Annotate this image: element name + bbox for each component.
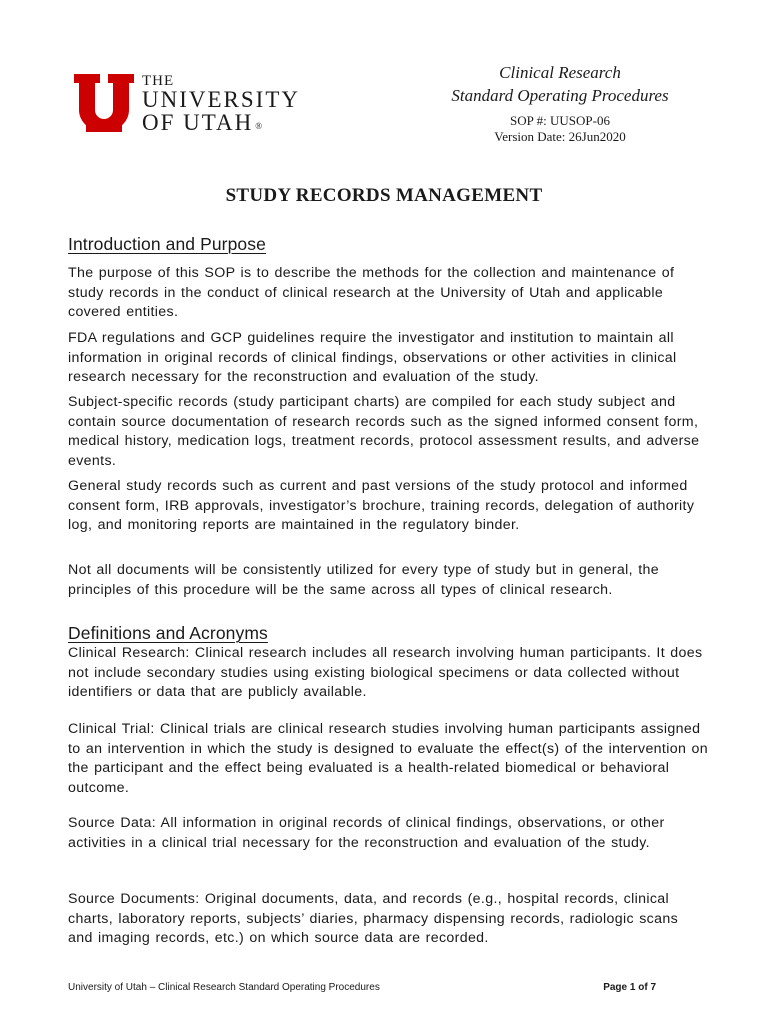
definition-paragraph: Clinical Trial: Clinical trials are clinical research studies involving human participants assigned to an intervention in which the study is designed to evaluate the effect(s) of the intervention on the participant and the effect being evaluated is a health-related biomedical or behavioral outcome.: [68, 721, 708, 796]
intro-paragraph: General study records such as current and past versions of the study protocol and informed consent form, IRB approvals, investigator’s brochure, training records, delegation of authority log, and monitoring reports are maintained in the regulatory binder.: [68, 478, 695, 533]
intro-paragraph: Subject-specific records (study participant charts) are compiled for each study subject and contain source documentation of research records such as the signed informed consent form, medical history, medication logs, treatment records, protocol assessment results, and adverse events.: [68, 394, 700, 469]
definition-paragraph: Source Data: All information in original records of clinical findings, observations, or other activities in a clinical trial necessary for the reconstruction and evaluation of the study.: [68, 815, 665, 851]
section-heading-definitions: Definitions and Acronyms: [68, 623, 268, 643]
footer-text: University of Utah – Clinical Research Standard Operating Procedures: [68, 982, 380, 993]
section-heading-introduction: Introduction and Purpose: [68, 234, 266, 254]
header-title-line1: Clinical Research: [499, 63, 621, 82]
definition-paragraph: Source Documents: Original documents, data, and records (e.g., hospital records, clinical charts, laboratory reports, subjects’ diaries, pharmacy dispensing records, radiologic scans and imaging records, etc.) on which source data are recorded.: [68, 891, 679, 946]
document-header: [420, 61, 700, 145]
definition-paragraph: Clinical Research: Clinical research includes all research involving human participants. It does not include secondary studies using existing biological specimens or data collected without identifiers or data that are publicly available.: [68, 645, 703, 700]
block-u-logo-icon: [74, 74, 134, 132]
version-date: Version Date: 26Jun2020: [494, 129, 626, 144]
intro-paragraph: The purpose of this SOP is to describe the methods for the collection and maintenance of study records in the conduct of clinical research at the University of Utah and applicable covered entities.: [68, 265, 675, 320]
logo-of-utah: OF UTAH ®: [142, 110, 265, 135]
university-logo: [74, 74, 304, 136]
document-title: STUDY RECORDS MANAGEMENT: [225, 185, 543, 206]
intro-paragraph: Not all documents will be consistently utilized for every type of study but in general, the principles of this procedure will be the same across all types of clinical research.: [68, 562, 659, 598]
sop-number: SOP #: UUSOP-06: [510, 113, 610, 128]
header-title-line2: Standard Operating Procedures: [451, 86, 669, 105]
registered-mark: ®: [255, 121, 265, 131]
logo-wordmark: [142, 74, 300, 135]
page-number: Page 1 of 7: [603, 982, 656, 993]
logo-the: THE: [142, 73, 175, 89]
intro-paragraph: FDA regulations and GCP guidelines require the investigator and institution to maintain all information in original records of clinical findings, observations or other activities in clinical research necessary for the reconstruction and evaluation of the study.: [68, 330, 677, 385]
logo-university: UNIVERSITY: [142, 87, 300, 112]
